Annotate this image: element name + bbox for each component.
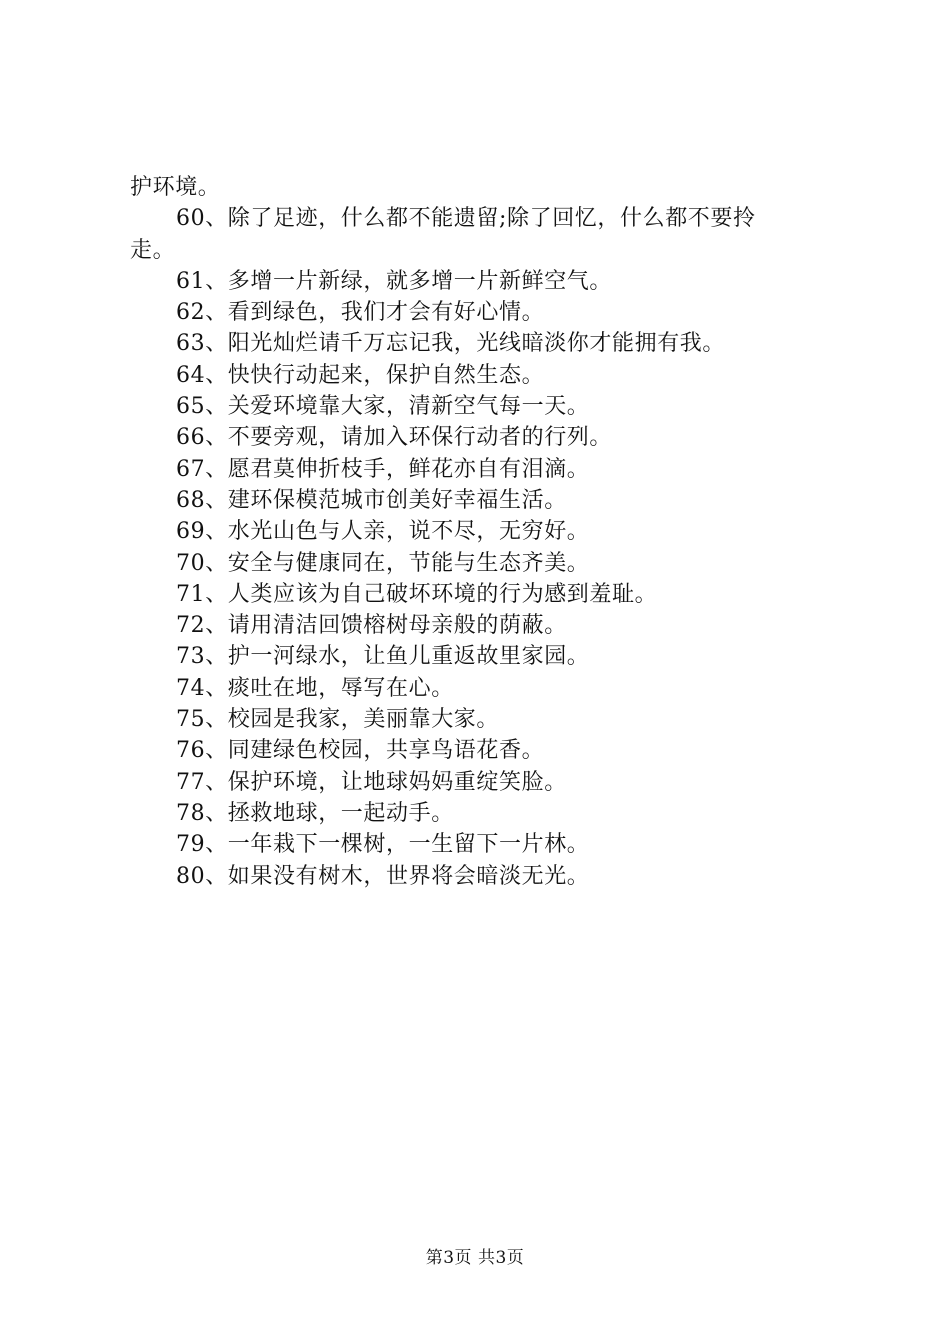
text-line: 65、关爱环境靠大家，清新空气每一天。 (176, 394, 590, 420)
page-footer (0, 1243, 950, 1268)
text-line: 69、水光山色与人亲，说不尽，无穷好。 (176, 519, 590, 545)
text-line: 63、阳光灿烂请千万忘记我，光线暗淡你才能拥有我。 (176, 331, 725, 357)
text-line: 64、快快行动起来，保护自然生态。 (176, 362, 545, 388)
text-line: 62、看到绿色，我们才会有好心情。 (176, 300, 545, 326)
text-line: 67、愿君莫伸折枝手，鲜花亦自有泪滴。 (176, 456, 590, 482)
page-number-label: 第3页 共3页 (425, 1248, 525, 1268)
text-line: 60、除了足迹，什么都不能遗留;除了回忆，什么都不要拎 (176, 206, 756, 232)
text-line: 74、痰吐在地，辱写在心。 (176, 675, 454, 701)
text-line: 61、多增一片新绿，就多增一片新鲜空气。 (176, 268, 612, 294)
text-line: 75、校园是我家，美丽靠大家。 (176, 707, 499, 733)
text-line: 80、如果没有树木，世界将会暗淡无光。 (176, 863, 590, 889)
text-line: 72、请用清洁回馈榕树母亲般的荫蔽。 (176, 613, 567, 639)
document-body (130, 172, 840, 892)
text-line: 70、安全与健康同在，节能与生态齐美。 (176, 550, 590, 576)
text-line: 77、保护环境，让地球妈妈重绽笑脸。 (176, 769, 567, 795)
text-line: 73、护一河绿水，让鱼儿重返故里家园。 (176, 644, 590, 670)
text-line: 71、人类应该为自己破坏环境的行为感到羞耻。 (176, 581, 658, 607)
text-line: 走。 (130, 237, 176, 263)
text-line: 79、一年栽下一棵树，一生留下一片林。 (176, 832, 590, 858)
text-line: 76、同建绿色校园，共享鸟语花香。 (176, 738, 545, 764)
text-line: 66、不要旁观，请加入环保行动者的行列。 (176, 425, 612, 451)
text-line: 护环境。 (130, 175, 221, 200)
text-line: 68、建环保模范城市创美好幸福生活。 (176, 487, 567, 513)
text-line: 78、拯救地球，一起动手。 (176, 800, 454, 826)
